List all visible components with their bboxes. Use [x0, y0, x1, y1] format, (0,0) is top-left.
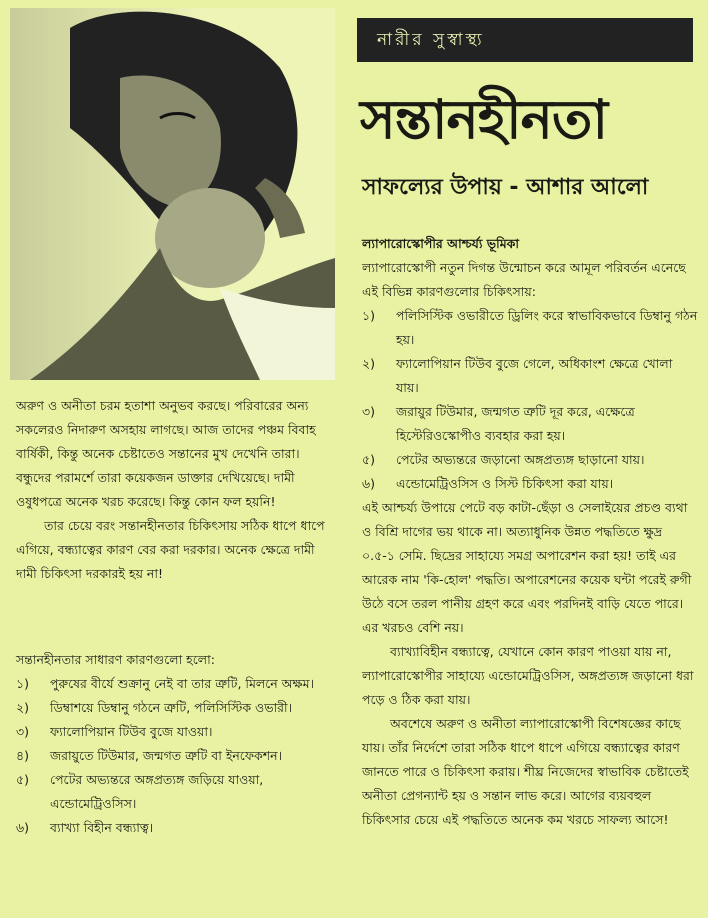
list-text: জরায়ুতে টিউমার, জন্মগত ত্রুটি বা ইনফেকশন।	[50, 748, 283, 763]
list-number: ১)	[16, 676, 29, 691]
list-item	[16, 696, 338, 720]
list-number: ২)	[16, 700, 30, 715]
list-item	[362, 472, 698, 496]
causes-section	[16, 648, 338, 840]
list-number: ৫)	[362, 452, 375, 467]
list-number: ৩)	[16, 724, 30, 739]
list-item	[16, 672, 338, 696]
list-text: ডিম্বাশয়ে ডিম্বানু গঠনে ত্রুটি, পলিসিস্টিক ওভারী।	[50, 700, 293, 715]
body-paragraph: ব্যাখ্যাবিহীন বন্ধ্যাত্বে, যেখানে কোন কারণ পাওয়া যায় না, ল্যাপারোস্কোপীর সাহায্যে এন্ডোমেট্রিওসিস, অঙ্গপ্রত্যঙ্গ জড়ানো ধরা পড়ে ও ঠিক করা যায়।	[362, 644, 694, 707]
list-number: ৬)	[362, 476, 376, 491]
story-paragraph: তার চেয়ে বরং সন্তানহীনতার চিকিৎসায় সঠিক ধাপে ধাপে এগিয়ে, বন্ধ্যাত্বের কারণ বের করা দরকার। অনেক ক্ষেত্রে দামী দামী চিকিৎসা দরকারই হয় না!	[16, 518, 325, 581]
list-item	[16, 768, 338, 816]
list-text: পেটের অভ্যন্তরে জড়ানো অঙ্গপ্রত্যঙ্গ ছাড়ানো যায়।	[396, 452, 645, 467]
list-number: ৫)	[16, 772, 29, 787]
list-text: পেটের অভ্যন্তরে অঙ্গপ্রত্যঙ্গ জড়িয়ে যাওয়া, এন্ডোমেট্রিওসিস।	[50, 772, 264, 811]
section-heading: ল্যাপারোস্কোপীর আশ্চর্য্য ভূমিকা	[362, 236, 520, 251]
list-item	[362, 448, 698, 472]
list-item	[362, 304, 698, 352]
story-paragraph: অরুণ ও অনীতা চরম হতাশা অনুভব করছে। পরিবারের অন্য সকলেরও নিদারুণ অসহায় লাগছে। আজ তাদের পঞ্চম বিবাহ বার্ষিকী, কিন্তু অনেক চেষ্টাতেও সন্তানের মুখ দেখেনি তারা। বন্ধুদের পরামর্শে তারা কয়েকজন ডাক্তার দেখিয়েছে। দামী ওষুধপত্রে অনেক খরচ করেছে। কিন্তু কোন ফল হয়নি!	[16, 398, 316, 509]
list-item	[16, 720, 338, 744]
article-title: সন্তানহীনতা	[360, 88, 608, 151]
list-text: পলিসিস্টিক ওভারীতে ড্রিলিং করে স্বাভাবিকভাবে ডিম্বানু গঠন হয়।	[396, 308, 698, 347]
list-number: ৩)	[362, 404, 376, 419]
list-text: ফ্যালোপিয়ান টিউব বুজে যাওয়া।	[50, 724, 213, 739]
intro-paragraph: ল্যাপারোস্কোপী নতুন দিগন্ত উন্মোচন করে আমূল পরিবর্তন এনেছে এই বিভিন্ন কারণগুলোর চিকিৎসায়:	[362, 260, 686, 299]
list-text: পুরুষের বীর্যে শুক্রানু নেই বা তার ত্রুটি, মিলনে অক্ষম।	[50, 676, 315, 691]
list-item	[362, 400, 698, 448]
story-column	[16, 394, 338, 586]
list-item	[16, 816, 338, 840]
list-number: ৪)	[16, 748, 29, 763]
mother-and-baby-photo	[10, 8, 335, 380]
article-subtitle: সাফল্যের উপায় - আশার আলো	[362, 175, 649, 200]
list-text: ফ্যালোপিয়ান টিউব বুজে গেলে, অধিকাংশ ক্ষেত্রে খোলা যায়।	[396, 356, 673, 395]
list-item	[362, 352, 698, 400]
list-number: ১)	[362, 308, 375, 323]
treatments-list	[362, 304, 698, 496]
causes-heading: সন্তানহীনতার সাধারণ কারণগুলো হলো:	[16, 652, 215, 667]
body-paragraph: অবশেষে অরুণ ও অনীতা ল্যাপারোস্কোপী বিশেষজ্ঞের কাছে যায়। তাঁর নির্দেশে তারা সঠিক ধাপে ধাপে এগিয়ে বন্ধ্যাত্বের কারণ জানতে পারে ও চিকিৎসা করায়। শীঘ্র নিজেদের স্বাভাবিক চেষ্টাতেই অনীতা প্রেগন্যান্ট হয় ও সন্তান লাভ করে। আগের ব্যয়বহুল চিকিৎসার চেয়ে এই পদ্ধতিতে অনেক কম খরচে সাফল্য আসে!	[362, 716, 689, 827]
list-text: ব্যাখ্যা বিহীন বন্ধ্যাত্ব।	[50, 820, 154, 835]
list-item	[16, 744, 338, 768]
list-text: জরায়ুর টিউমার, জন্মগত ত্রুটি দূর করে, এক্ষেত্রে হিস্টেরিওস্কোপীও ব্যবহার করা হয়।	[396, 404, 635, 443]
list-text: এন্ডোমেট্রিওসিস ও সিস্ট চিকিৎসা করা যায়।	[396, 476, 614, 491]
causes-list	[16, 672, 338, 840]
section-label: নারীর সুস্বাস্থ্য	[357, 18, 693, 62]
list-number: ২)	[362, 356, 376, 371]
laparoscopy-column	[362, 232, 698, 832]
body-paragraph: এই আশ্চর্য্য উপায়ে পেটে বড় কাটা-ছেঁড়া ও সেলাইয়ের প্রচণ্ড ব্যথা ও বিশ্রি দাগের ভয় থাকে না। অত্যাধুনিক উন্নত পদ্ধতিতে ক্ষুদ্র ০.৫-১ সেমি. ছিদ্রের সাহায্যে সমগ্র অপারেশন করা হয়! তাই এর আরেক নাম 'কি-হোল' পদ্ধতি। অপারেশনের কয়েক ঘন্টা পরেই রুগী উঠে বসে তরল পানীয় গ্রহণ করে এবং পরদিনই বাড়ি যেতে পারে। এর খরচও বেশি নয়।	[362, 500, 692, 635]
list-number: ৬)	[16, 820, 30, 835]
